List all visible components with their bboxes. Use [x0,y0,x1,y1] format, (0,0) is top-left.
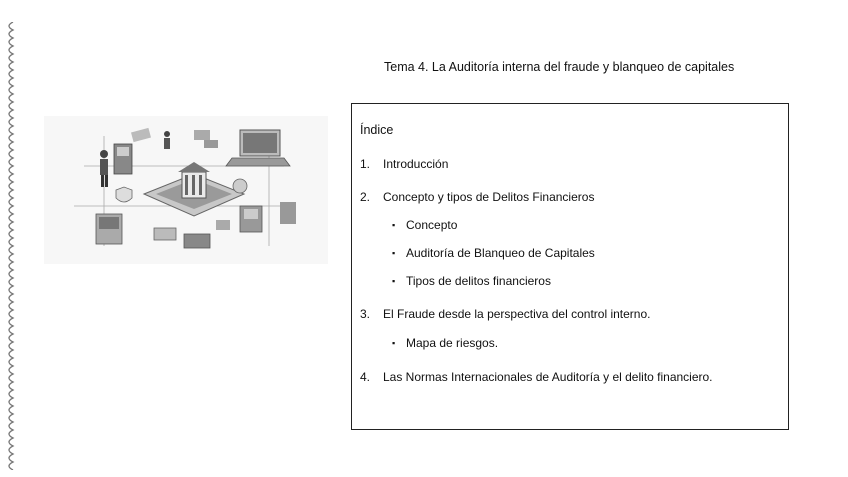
index-item-number: 3. [360,307,371,321]
bullet-icon: ▪ [392,276,396,286]
index-subitem [392,336,498,350]
index-subitem-text: Tipos de delitos financieros [406,274,551,288]
index-subitem-text: Mapa de riesgos. [406,336,499,350]
index-item-3 [360,307,651,321]
index-box [351,103,789,430]
index-item-text: Concepto y tipos de Delitos Financieros [383,190,595,204]
index-heading: Índice [360,123,394,137]
index-item-number: 4. [360,370,371,384]
index-item-text: El Fraude desde la perspectiva del control interno. [383,307,651,321]
index-item-text: Introducción [383,157,449,171]
index-item-number: 1. [360,157,371,171]
index-subitem-text: Concepto [406,218,458,232]
index-item-2 [360,190,594,204]
bullet-icon: ▪ [392,338,396,348]
index-subitem [392,274,551,288]
index-item-4 [360,370,713,384]
index-subitem [392,246,595,260]
page-title: Tema 4. La Auditoría interna del fraude y blanqueo de capitales [384,60,735,74]
digital-banking-illustration [44,116,328,264]
index-subitem [392,218,457,232]
index-subitem-text: Auditoría de Blanqueo de Capitales [406,246,595,260]
index-item-1 [360,157,448,171]
bullet-icon: ▪ [392,248,396,258]
spiral-binding [4,22,22,470]
bullet-icon: ▪ [392,220,396,230]
index-item-text: Las Normas Internacionales de Auditoría y el delito financiero. [383,370,713,384]
index-item-number: 2. [360,190,371,204]
